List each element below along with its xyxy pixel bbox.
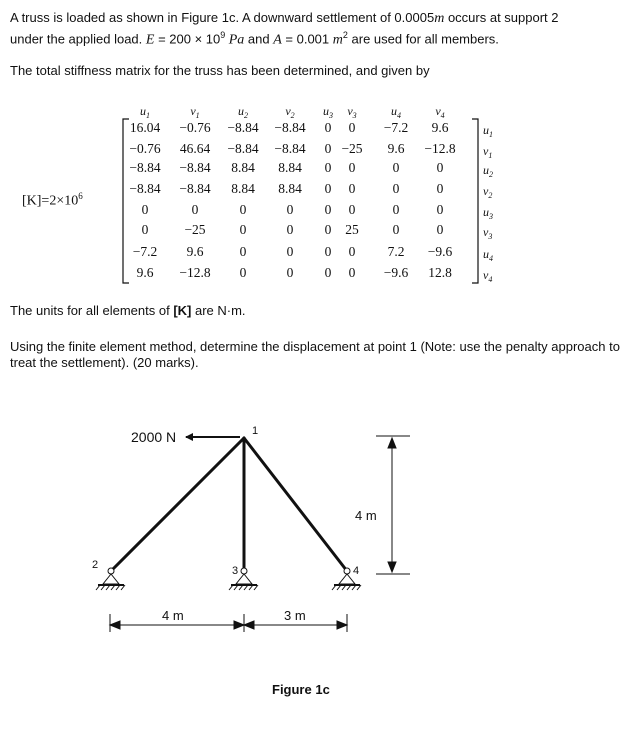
matrix-cell: 9.6 (186, 244, 204, 259)
member-1-4 (244, 438, 347, 571)
matrix-cell: 0 (239, 222, 247, 237)
matrix-cell: −12.8 (424, 141, 456, 156)
matrix-cell: 0 (392, 181, 400, 196)
matrix-left-bracket (123, 119, 129, 283)
matrix-cell: 0 (324, 181, 332, 196)
problem-statement: A truss is loaded as shown in Figure 1c. A downward settlement of 0.0005m occurs at support 2 under the applied load. $E = 200 \times 10^9$ Pa and A = 0.001 $m^2$ are used for all members. (10, 10, 559, 48)
matrix-cell: 8.84 (278, 160, 302, 175)
truss-members (111, 438, 347, 571)
matrix-col-header: $v_1$ (190, 104, 200, 120)
node-1-label: 1 (252, 425, 259, 437)
matrix-cell: −12.8 (179, 265, 211, 280)
matrix-cell: 0 (348, 202, 356, 217)
matrix-cell: 0 (348, 160, 356, 175)
matrix-cell: 0 (239, 202, 247, 217)
matrix-cell: 0 (324, 141, 332, 156)
matrix-cell: −8.84 (179, 181, 211, 196)
matrix-cell: −7.2 (383, 120, 409, 135)
matrix-cell: 0 (392, 160, 400, 175)
height-dimension (376, 436, 410, 574)
matrix-cell: 0 (436, 222, 444, 237)
matrix-col-header: $u_2$ (238, 104, 248, 120)
matrix-cell: 0 (286, 222, 294, 237)
matrix-row-header: $v_2$ (483, 184, 493, 200)
matrix-row-header: $v_3$ (483, 225, 493, 241)
matrix-row-header: $v_1$ (483, 144, 493, 160)
matrix-col-header: $v_2$ (285, 104, 295, 120)
matrix-cell: 0 (324, 120, 332, 135)
node-4-label: 4 (353, 565, 360, 577)
matrix-cell: −8.84 (274, 120, 306, 135)
matrix-cell: 12.8 (428, 265, 452, 280)
member-1-2 (111, 438, 244, 571)
matrix-cell: 0 (286, 202, 294, 217)
matrix-row-header: $u_3$ (483, 205, 493, 221)
matrix-col-header: $u_4$ (391, 104, 401, 120)
matrix-col-header: $u_1$ (140, 104, 150, 120)
matrix-right-bracket (472, 119, 478, 283)
matrix-cell: 0 (436, 160, 444, 175)
matrix-cell: −25 (341, 141, 363, 156)
matrix-cell: −9.6 (383, 265, 409, 280)
matrix-row-header: $u_1$ (483, 123, 493, 139)
matrix-cell: 9.6 (387, 141, 405, 156)
question-text: Using the finite element method, determine the displacement at point 1 (Note: use the penalty approach to treat the settlement). (20 marks). (10, 339, 620, 370)
matrix-cell: 8.84 (278, 181, 302, 196)
matrix-cell: −0.76 (179, 120, 211, 135)
matrix-cell: 0 (141, 202, 149, 217)
matrix-cell: 8.84 (231, 160, 255, 175)
stiffness-intro: The total stiffness matrix for the truss has been determined, and given by (10, 63, 430, 78)
matrix-cell: −8.84 (227, 120, 259, 135)
matrix-cell: 0 (324, 222, 332, 237)
matrix-cell: 0 (392, 202, 400, 217)
matrix-cell: 9.6 (431, 120, 449, 135)
matrix-cell: −8.84 (227, 141, 259, 156)
matrix-cell: 7.2 (387, 244, 405, 259)
matrix-cell: 0 (191, 202, 199, 217)
matrix-cell: 25 (345, 222, 359, 237)
matrix-cell: 0 (348, 244, 356, 259)
load-label: 2000 N (131, 429, 177, 445)
matrix-row-header: $v_4$ (483, 268, 493, 284)
span-left-label: 4 m (162, 608, 184, 623)
matrix-cell: −8.84 (129, 181, 161, 196)
matrix-cell: 0 (324, 244, 332, 259)
matrix-cell: 8.84 (231, 181, 255, 196)
stiffness-matrix (0, 0, 641, 300)
matrix-cell: 0 (239, 265, 247, 280)
figure-caption: Figure 1c (272, 682, 330, 697)
matrix-cell: −0.76 (129, 141, 161, 156)
matrix-cell: −25 (184, 222, 206, 237)
truss-figure (0, 400, 641, 736)
matrix-cell: 0 (286, 265, 294, 280)
units-note: The units for all elements of [K] are N·m. (10, 303, 246, 318)
matrix-cell: 0 (348, 181, 356, 196)
matrix-cell: −7.2 (132, 244, 158, 259)
matrix-cell: 16.04 (129, 120, 161, 135)
matrix-label: $[K]=2\times 10^6$ (22, 191, 83, 209)
matrix-cell: 0 (348, 265, 356, 280)
matrix-row-header: $u_2$ (483, 163, 493, 179)
matrix-cell: −8.84 (129, 160, 161, 175)
matrix-col-header: $v_4$ (435, 104, 445, 120)
matrix-cell: 0 (286, 244, 294, 259)
matrix-cell: 46.64 (179, 141, 211, 156)
height-label: 4 m (355, 508, 377, 523)
span-dimensions (110, 614, 347, 632)
matrix-cell: 0 (392, 222, 400, 237)
matrix-col-header: $v_3$ (347, 104, 357, 120)
node-3-label: 3 (232, 565, 239, 577)
matrix-row-header: $u_4$ (483, 247, 493, 263)
matrix-cell: 9.6 (136, 265, 154, 280)
matrix-cell: 0 (324, 160, 332, 175)
matrix-col-header: $u_3$ (323, 104, 333, 120)
matrix-cell: 0 (239, 244, 247, 259)
matrix-cell: 0 (324, 202, 332, 217)
matrix-cell: −8.84 (179, 160, 211, 175)
support-2 (96, 568, 125, 590)
matrix-cell: 0 (436, 181, 444, 196)
matrix-cell: 0 (141, 222, 149, 237)
node-2-label: 2 (92, 559, 99, 571)
matrix-cell: 0 (348, 120, 356, 135)
span-right-label: 3 m (284, 608, 306, 623)
matrix-cell: −8.84 (274, 141, 306, 156)
matrix-cell: 0 (436, 202, 444, 217)
matrix-cell: 0 (324, 265, 332, 280)
matrix-cell: −9.6 (427, 244, 453, 259)
